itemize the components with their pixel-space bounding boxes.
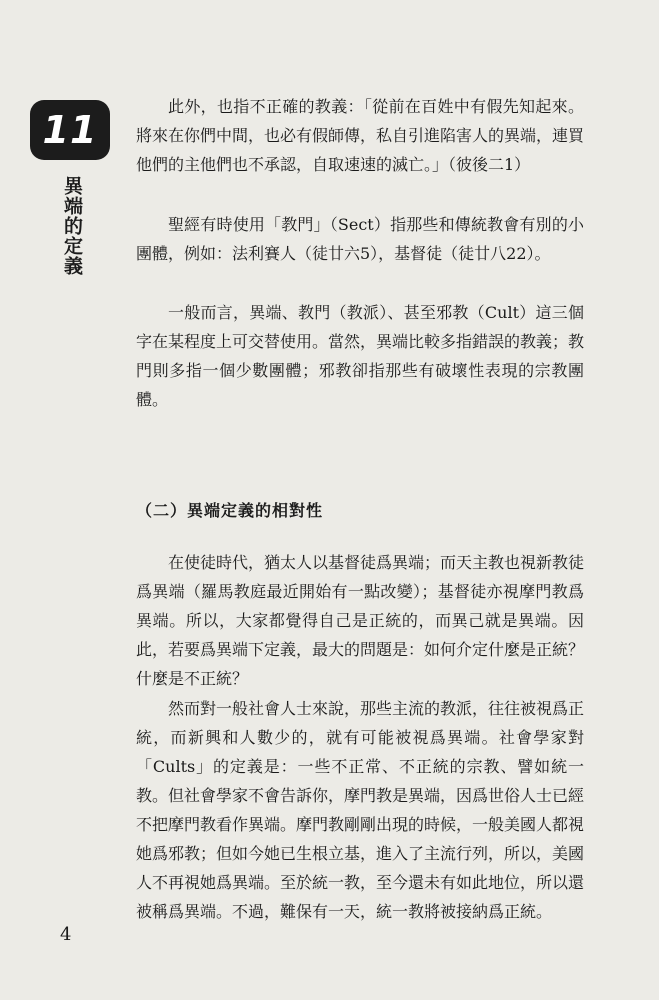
- paragraph-sect: 聖經有時使用「教門」（Sect）指那些和傳統教會有別的小團體，例如：法利賽人（徒廿六5），基督徒（徒廿八22）。: [136, 215, 584, 263]
- chapter-title: 異端的定義: [61, 176, 83, 276]
- paragraph-cult: 一般而言，異端、教門（教派）、甚至邪教（Cult）這三個字在某程度上可交替使用。當然，異端比較多指錯誤的教義；教門則多指一個少數團體；邪教卻指那些有破壞性表現的宗教團體。: [136, 303, 585, 409]
- section-heading: （二）異端定義的相對性: [136, 501, 324, 520]
- chapter-number-badge: [30, 100, 110, 160]
- paragraph-relativity: 在使徒時代，猶太人以基督徒爲異端；而天主教也視新教徒爲異端（羅馬教庭最近開始有一點改變）；基督徒亦視摩門教爲異端。所以，大家都覺得自己是正統的，而異己就是異端。因此，若要爲異端下定義，最大的問題是：如何介定什麼是正統？什麼是不正統？: [136, 553, 585, 688]
- paragraph-quote: 此外，也指不正確的教義：「從前在百姓中有假先知起來。將來在你們中間，也必有假師傳，私自引進陷害人的異端，連買他們的主他們也不承認，自取速速的滅亡。」（彼後二1）: [136, 97, 585, 174]
- page-number: 4: [60, 924, 72, 945]
- paragraph-sociology: 然而對一般社會人士來說，那些主流的教派，往往被視爲正統，而新興和人數少的，就有可能被視爲異端。社會學家對「Cults」的定義是：一些不正常、不正統的宗教、譬如統一教。但社會學家不會告訴你，摩門教是異端，因爲世俗人士已經不把摩門教看作異端。摩門教剛剛出現的時候，一般美國人都視她爲邪教；但如今她已生根立基，進入了主流行列，所以，美國人不再視她爲異端。至於統一教，至今還未有如此地位，所以還被稱爲異端。不過，難保有一天，統一教將被接納爲正統。: [136, 699, 585, 921]
- chapter-number: 11: [42, 108, 98, 152]
